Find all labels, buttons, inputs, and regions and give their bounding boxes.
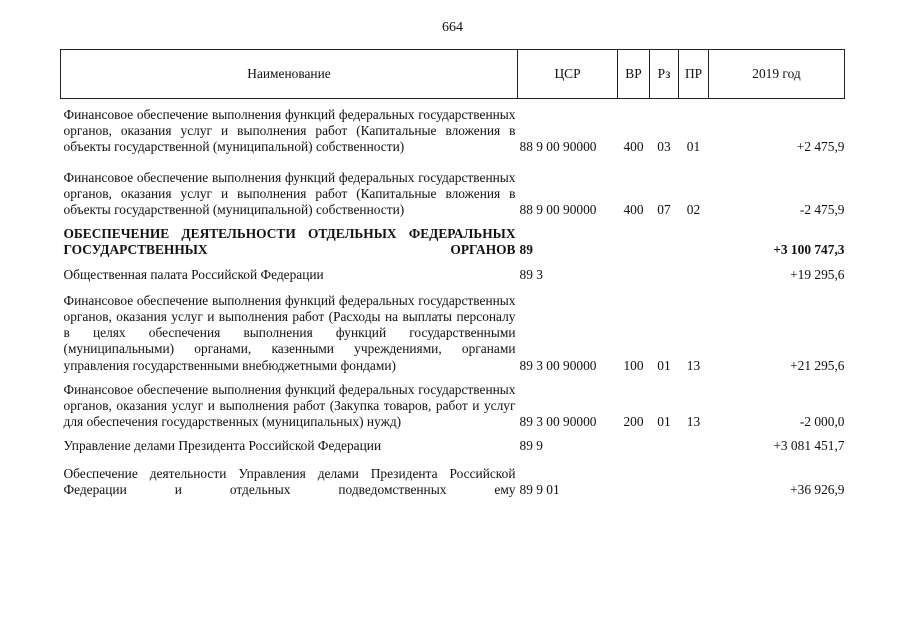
cell-pr: 02 [686, 202, 701, 218]
table-row [61, 382, 845, 431]
table-header [61, 50, 845, 99]
cell-name: Финансовое обеспечение выполнения функций федеральных государственных органов, оказания услуг и выполнения работ (Расходы на выплаты персоналу в целях обеспечения выполнения функций государственными (муниципальными) органами, казенными учреждениями, органами управления государственными внебюджетными фондами) [63, 292, 516, 373]
cell-name: Финансовое обеспечение выполнения функций федеральных государственных органов, оказания услуг и выполнения работ (Капитальные вложения в объекты государственной (муниципальной) собственности) [63, 169, 516, 218]
table-row [61, 293, 845, 374]
cell-rz [650, 438, 679, 454]
row-spacer-cell [61, 218, 845, 226]
row-spacer [61, 259, 845, 267]
row-spacer [61, 374, 845, 382]
cell-csr: 89 3 00 90000 [519, 414, 597, 430]
cell-pr: 01 [686, 139, 701, 155]
column-header-pr: ПР [679, 50, 709, 99]
cell-csr: 88 9 00 90000 [519, 202, 597, 218]
cell-vr: 400 [623, 139, 644, 155]
row-spacer [61, 156, 845, 170]
table-row [61, 170, 845, 219]
cell-csr: 88 9 00 90000 [519, 139, 597, 155]
cell-pr: 13 [686, 357, 701, 373]
row-spacer [61, 218, 845, 226]
cell-pr [679, 466, 709, 498]
cell-vr [618, 267, 650, 283]
table-row [61, 438, 845, 454]
budget-table [60, 49, 845, 498]
cell-rz: 07 [657, 202, 671, 218]
cell-rz: 01 [657, 357, 671, 373]
cell-csr: 89 9 [519, 438, 543, 454]
table-row [61, 267, 845, 283]
cell-vr: 400 [623, 202, 644, 218]
cell-pr [679, 226, 709, 258]
cell-csr: 89 9 01 [519, 481, 560, 497]
cell-sum-2019: +3 081 451,7 [773, 438, 845, 454]
cell-sum-2019: +21 295,6 [790, 357, 845, 373]
cell-name: Управление делами Президента Российской Федерации [63, 438, 382, 454]
cell-sum-2019: +2 475,9 [796, 139, 845, 155]
cell-name: ОБЕСПЕЧЕНИЕ ДЕЯТЕЛЬНОСТИ ОТДЕЛЬНЫХ ФЕДЕРАЛЬНЫХ ГОСУДАРСТВЕННЫХ ОРГАНОВ [63, 226, 516, 258]
cell-vr: 200 [623, 414, 644, 430]
cell-csr: 89 [519, 242, 533, 258]
table-body [61, 99, 845, 499]
row-spacer-cell [61, 430, 845, 438]
column-header-vr: ВР [618, 50, 650, 99]
row-spacer-cell [61, 374, 845, 382]
cell-name: Финансовое обеспечение выполнения функций федеральных государственных органов, оказания услуг и выполнения работ (Закупка товаров, работ и услуг для обеспечения государственных (муниципальных) нужд) [63, 381, 516, 430]
cell-rz [650, 226, 679, 258]
cell-csr: 89 3 [519, 266, 543, 282]
table-row [61, 226, 845, 258]
row-spacer [61, 430, 845, 438]
row-spacer [61, 283, 845, 293]
row-spacer-cell [61, 259, 845, 267]
cell-name: Общественная палата Российской Федерации [63, 266, 324, 282]
cell-sum-2019: +36 926,9 [790, 481, 845, 497]
cell-pr [679, 438, 709, 454]
column-header-year: 2019 год [709, 50, 845, 99]
cell-vr: 100 [623, 357, 644, 373]
cell-vr [618, 226, 650, 258]
row-spacer-cell [61, 455, 845, 466]
cell-rz: 03 [657, 139, 671, 155]
column-header-csr: ЦСР [518, 50, 618, 99]
cell-sum-2019: -2 000,0 [799, 414, 845, 430]
column-header-name: Наименование [61, 50, 518, 99]
cell-vr [618, 466, 650, 498]
cell-csr: 89 3 00 90000 [519, 357, 597, 373]
cell-pr [679, 267, 709, 283]
column-header-rz: Рз [650, 50, 679, 99]
cell-rz [650, 267, 679, 283]
cell-name: Финансовое обеспечение выполнения функций федеральных государственных органов, оказания услуг и выполнения работ (Капитальные вложения в объекты государственной (муниципальной) собственности) [63, 107, 516, 155]
cell-rz: 01 [657, 414, 671, 430]
cell-rz [650, 466, 679, 498]
cell-sum-2019: +3 100 747,3 [773, 242, 845, 258]
row-spacer-cell [61, 156, 845, 170]
table-row [61, 107, 845, 156]
cell-vr [618, 438, 650, 454]
row-spacer-cell [61, 99, 845, 108]
cell-pr: 13 [686, 414, 701, 430]
row-spacer-cell [61, 283, 845, 293]
cell-sum-2019: -2 475,9 [799, 202, 845, 218]
cell-name: Обеспечение деятельности Управления делами Президента Российской Федерации и отдельных подведомственных ему [63, 465, 516, 497]
row-spacer [61, 455, 845, 466]
page-number: 664 [442, 20, 463, 35]
table-row [61, 466, 845, 498]
row-spacer [61, 99, 845, 108]
cell-sum-2019: +19 295,6 [790, 266, 845, 282]
